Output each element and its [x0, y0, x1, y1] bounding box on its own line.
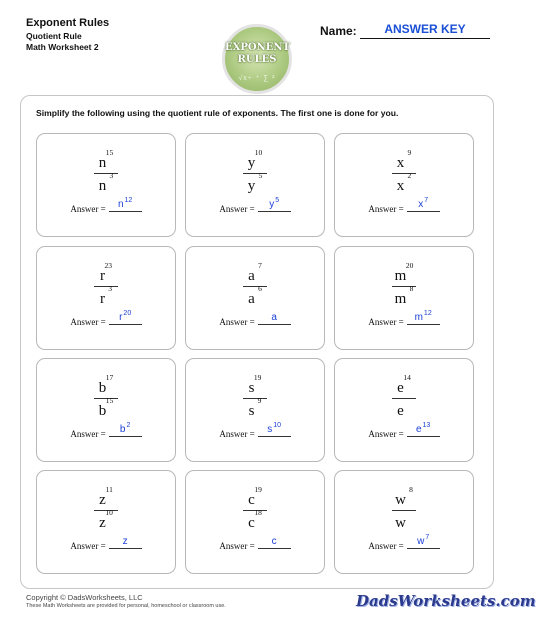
problem-card: [36, 358, 176, 462]
answer-value: a: [271, 312, 277, 323]
answer-blank[interactable]: [407, 310, 440, 325]
numerator: e 14: [397, 373, 411, 396]
numerator: a 7: [248, 261, 262, 284]
denominator: z 10: [99, 508, 113, 531]
answer-blank[interactable]: [258, 422, 291, 437]
denominator-exponent: 18: [254, 508, 262, 517]
answer-blank[interactable]: [258, 197, 291, 212]
fraction: [37, 485, 175, 532]
answer-blank[interactable]: [109, 538, 142, 549]
name-field: ANSWER KEY: [360, 22, 490, 39]
answer-exponent: 2: [126, 422, 131, 429]
problem-card: [334, 358, 474, 462]
numerator-exponent: 17: [105, 373, 114, 382]
fraction-bar: [243, 286, 267, 287]
problem-card: [36, 470, 176, 574]
denominator-exponent: 10: [105, 508, 113, 517]
answer-label: Answer =: [70, 204, 106, 214]
exponent-rules-logo: [222, 24, 292, 94]
worksheet-header: [26, 16, 109, 54]
answer-label: Answer =: [70, 541, 106, 551]
answer-label: Answer =: [219, 541, 255, 551]
fraction-bar: [392, 510, 416, 511]
numerator: x 9: [396, 148, 412, 171]
answer-label: Answer =: [70, 317, 106, 327]
answer-exponent: 10: [273, 422, 282, 429]
answer-row: [37, 538, 175, 551]
problem-card: [334, 470, 474, 574]
denominator-exponent: 2: [407, 171, 412, 180]
answer-label: Answer =: [368, 204, 404, 214]
denominator: b 15: [98, 396, 114, 419]
fraction: [37, 148, 175, 195]
fraction: [335, 148, 473, 195]
answer-label: Answer =: [219, 429, 255, 439]
numerator: n 15: [98, 148, 114, 171]
logo-line-2: RULES: [237, 53, 277, 65]
fraction-bar: [243, 173, 267, 174]
footer: [26, 593, 226, 611]
fraction-bar: [392, 398, 416, 399]
fraction: [335, 261, 473, 308]
problem-card: [334, 133, 474, 237]
denominator: c 18: [248, 508, 262, 531]
answer-label: Answer =: [368, 429, 404, 439]
brand-logo: DadsWorksheets.com: [356, 592, 536, 610]
answer-row: [186, 314, 324, 327]
answer-row: [186, 197, 324, 214]
numerator-exponent: 10: [254, 148, 263, 157]
answer-exponent: 7: [425, 534, 430, 541]
fraction: [37, 373, 175, 420]
usage-note: These Math Worksheets are provided for personal, homeschool or classroom use.: [26, 603, 226, 610]
copyright-text: Copyright © DadsWorksheets, LLC: [26, 593, 143, 602]
name-label: Name:: [320, 24, 357, 38]
numerator: s 19: [248, 373, 262, 396]
answer-row: [186, 422, 324, 439]
logo-decoration: √x÷ ⁺ ∑ ²: [238, 75, 276, 82]
problem-card: [185, 246, 325, 350]
problem-card: [36, 246, 176, 350]
answer-value: c: [271, 536, 277, 547]
denominator: r 3: [100, 284, 112, 307]
answer-value: $s^{10}$: [267, 422, 282, 435]
numerator-exponent: 20: [405, 261, 414, 270]
answer-exponent: 7: [424, 197, 429, 204]
denominator: m 8: [394, 284, 414, 307]
fraction: [186, 373, 324, 420]
answer-exponent: 12: [423, 310, 432, 317]
numerator-exponent: 11: [105, 485, 113, 494]
numerator-exponent: 19: [254, 485, 262, 494]
numerator: r 23: [100, 261, 112, 284]
answer-row: [37, 310, 175, 327]
answer-row: [37, 197, 175, 214]
answer-blank[interactable]: [407, 534, 440, 549]
denominator: y 5: [247, 171, 263, 194]
answer-row: [37, 422, 175, 439]
answer-value: $x^7$: [418, 197, 429, 210]
answer-blank[interactable]: [109, 310, 142, 325]
numerator-exponent: 14: [403, 373, 411, 382]
problem-card: [185, 358, 325, 462]
answer-row: [335, 197, 473, 214]
answer-label: Answer =: [219, 204, 255, 214]
answer-blank[interactable]: [109, 422, 142, 437]
numerator: m 20: [394, 261, 414, 284]
worksheet-number: Math Worksheet 2: [26, 42, 99, 53]
answer-label: Answer =: [368, 317, 404, 327]
fraction-bar: [94, 173, 118, 174]
answer-row: [186, 538, 324, 551]
denominator: s 9: [248, 396, 262, 419]
fraction-bar: [243, 398, 267, 399]
answer-exponent: 20: [123, 310, 132, 317]
answer-label: Answer =: [70, 429, 106, 439]
answer-value: $b^2$: [119, 422, 131, 435]
answer-exponent: 12: [124, 197, 133, 204]
answer-blank[interactable]: [258, 314, 291, 325]
answer-exponent: 13: [422, 422, 431, 429]
answer-value: z: [122, 536, 128, 547]
denominator-exponent: 15: [105, 396, 114, 405]
answer-value: $n^{12}$: [117, 197, 133, 210]
answer-row: [335, 310, 473, 327]
denominator: x 2: [396, 171, 412, 194]
answer-value: $w^7$: [417, 534, 430, 547]
numerator: w 8: [395, 485, 413, 508]
answer-row: [335, 534, 473, 551]
answer-label: Answer =: [368, 541, 404, 551]
denominator-exponent: 5: [258, 171, 263, 180]
denominator-exponent: 6: [258, 284, 262, 293]
instructions: Simplify the following using the quotient rule of exponents. The first one is done for you.: [36, 108, 399, 118]
denominator: e: [397, 403, 404, 419]
numerator-exponent: 19: [253, 373, 262, 382]
numerator: z 11: [99, 485, 113, 508]
denominator-exponent: 8: [409, 284, 414, 293]
numerator-exponent: 15: [105, 148, 114, 157]
fraction-bar: [392, 173, 416, 174]
fraction: [335, 373, 473, 420]
answer-blank[interactable]: [407, 422, 440, 437]
problem-card: [334, 246, 474, 350]
fraction: [186, 148, 324, 195]
numerator-exponent: 8: [409, 485, 413, 494]
fraction: [37, 261, 175, 308]
fraction: [186, 485, 324, 532]
numerator: y 10: [247, 148, 263, 171]
answer-label: Answer =: [219, 317, 255, 327]
logo-line-1: EXPONENT: [225, 42, 290, 53]
problem-card: [185, 470, 325, 574]
denominator-exponent: 9: [257, 396, 262, 405]
answer-blank[interactable]: [407, 197, 440, 212]
answer-exponent: 5: [275, 197, 280, 204]
answer-value: $e^{13}$: [415, 422, 431, 435]
numerator: c 19: [248, 485, 262, 508]
answer-value: $r^{20}$: [119, 310, 132, 323]
denominator-exponent: 3: [109, 171, 114, 180]
denominator: n 3: [98, 171, 114, 194]
problem-card: [185, 133, 325, 237]
numerator-exponent: 7: [258, 261, 262, 270]
denominator: a 6: [248, 284, 262, 307]
answer-value: $m^{12}$: [414, 310, 432, 323]
answer-blank[interactable]: [109, 197, 142, 212]
worksheet-title: Exponent Rules: [26, 17, 110, 29]
answer-value: $y^5$: [269, 197, 280, 210]
denominator: w: [395, 515, 406, 531]
fraction: [335, 485, 473, 532]
fraction: [186, 261, 324, 308]
problem-card: [36, 133, 176, 237]
worksheet-subtitle: Quotient Rule: [26, 30, 82, 41]
numerator-exponent: 9: [407, 148, 412, 157]
numerator: b 17: [98, 373, 114, 396]
answer-row: [335, 422, 473, 439]
answer-blank[interactable]: [258, 538, 291, 549]
numerator-exponent: 23: [104, 261, 112, 270]
denominator-exponent: 3: [108, 284, 112, 293]
fraction-bar: [94, 286, 118, 287]
